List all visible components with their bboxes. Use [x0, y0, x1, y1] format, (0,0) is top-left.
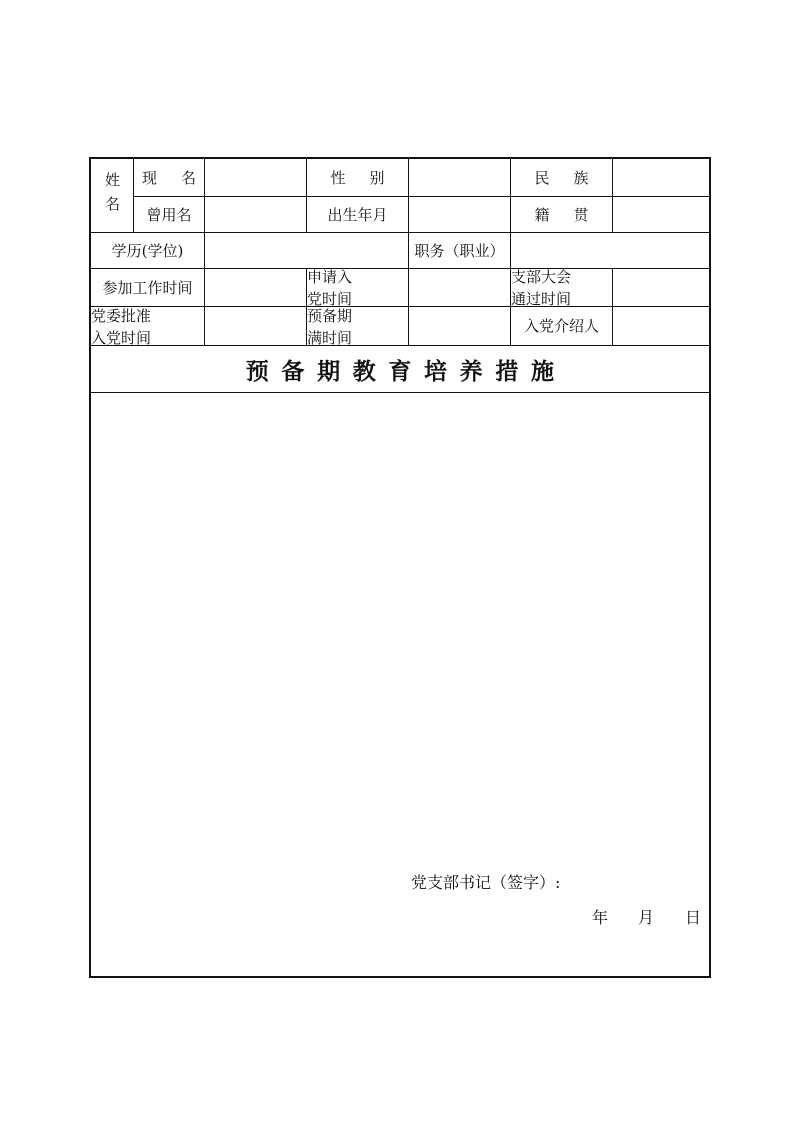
committee-approval-label-line1: 党委批准 — [91, 307, 152, 325]
sponsor-field[interactable] — [613, 307, 709, 345]
former-name-label — [134, 197, 204, 232]
education-label-text: 学历(学位) — [111, 241, 184, 260]
committee-approval-field[interactable] — [205, 307, 306, 345]
committee-approval-label — [91, 307, 204, 345]
ethnicity-label — [511, 159, 612, 196]
work-start-field[interactable] — [205, 269, 306, 306]
position-label-text: 职务（职业） — [414, 241, 505, 260]
probation-end-label-line1: 预备期 — [307, 307, 353, 325]
date-year-label: 年 — [592, 908, 609, 927]
education-measures-content-area[interactable] — [91, 393, 709, 863]
branch-meeting-label — [511, 269, 612, 306]
date-day-label: 日 — [685, 908, 702, 927]
current-name-field[interactable] — [205, 159, 306, 196]
branch-meeting-label-line1: 支部大会 — [511, 269, 572, 286]
name-group-label — [91, 159, 133, 232]
section-title: 预备期教育培养措施 — [245, 357, 567, 385]
former-name-label-text: 曾用名 — [146, 205, 192, 224]
application-date-field[interactable] — [409, 269, 510, 306]
current-name-label — [134, 159, 220, 196]
former-name-field[interactable] — [205, 197, 306, 232]
branch-meeting-field[interactable] — [613, 269, 709, 306]
work-start-label — [91, 269, 204, 306]
gender-field[interactable] — [409, 159, 510, 196]
position-field[interactable] — [511, 233, 709, 268]
probation-end-label-line2: 满时间 — [307, 328, 353, 345]
name-group-label-text: 姓名 — [103, 171, 121, 220]
education-field[interactable] — [205, 233, 408, 268]
native-place-label-text: 籍贯 — [534, 205, 613, 224]
sponsor-label — [511, 307, 612, 345]
application-date-label — [307, 269, 408, 306]
education-label — [91, 233, 204, 268]
secretary-signature-label: 党支部书记（签字）: — [411, 873, 561, 892]
birth-date-label-text: 出生年月 — [327, 205, 388, 224]
date-month-label: 月 — [638, 908, 655, 927]
native-place-field[interactable] — [613, 197, 709, 232]
gender-label — [307, 159, 408, 196]
sponsor-label-text: 入党介绍人 — [523, 317, 599, 335]
committee-approval-label-line2: 入党时间 — [91, 328, 152, 345]
birth-date-label — [307, 197, 408, 232]
probationary-member-form — [89, 157, 711, 978]
ethnicity-field[interactable] — [613, 159, 709, 196]
position-label — [409, 233, 510, 268]
current-name-label-text: 现名 — [141, 168, 220, 187]
application-date-label-line1: 申请入 — [307, 269, 353, 286]
application-date-label-line2: 党时间 — [307, 290, 353, 306]
branch-meeting-label-line2: 通过时间 — [511, 290, 572, 306]
gender-label-text: 性别 — [330, 168, 409, 187]
ethnicity-label-text: 民族 — [534, 168, 613, 187]
probation-end-field[interactable] — [409, 307, 510, 345]
probation-end-label — [307, 307, 408, 345]
work-start-label-text: 参加工作时间 — [102, 278, 193, 297]
native-place-label — [511, 197, 612, 232]
birth-date-field[interactable] — [409, 197, 510, 232]
